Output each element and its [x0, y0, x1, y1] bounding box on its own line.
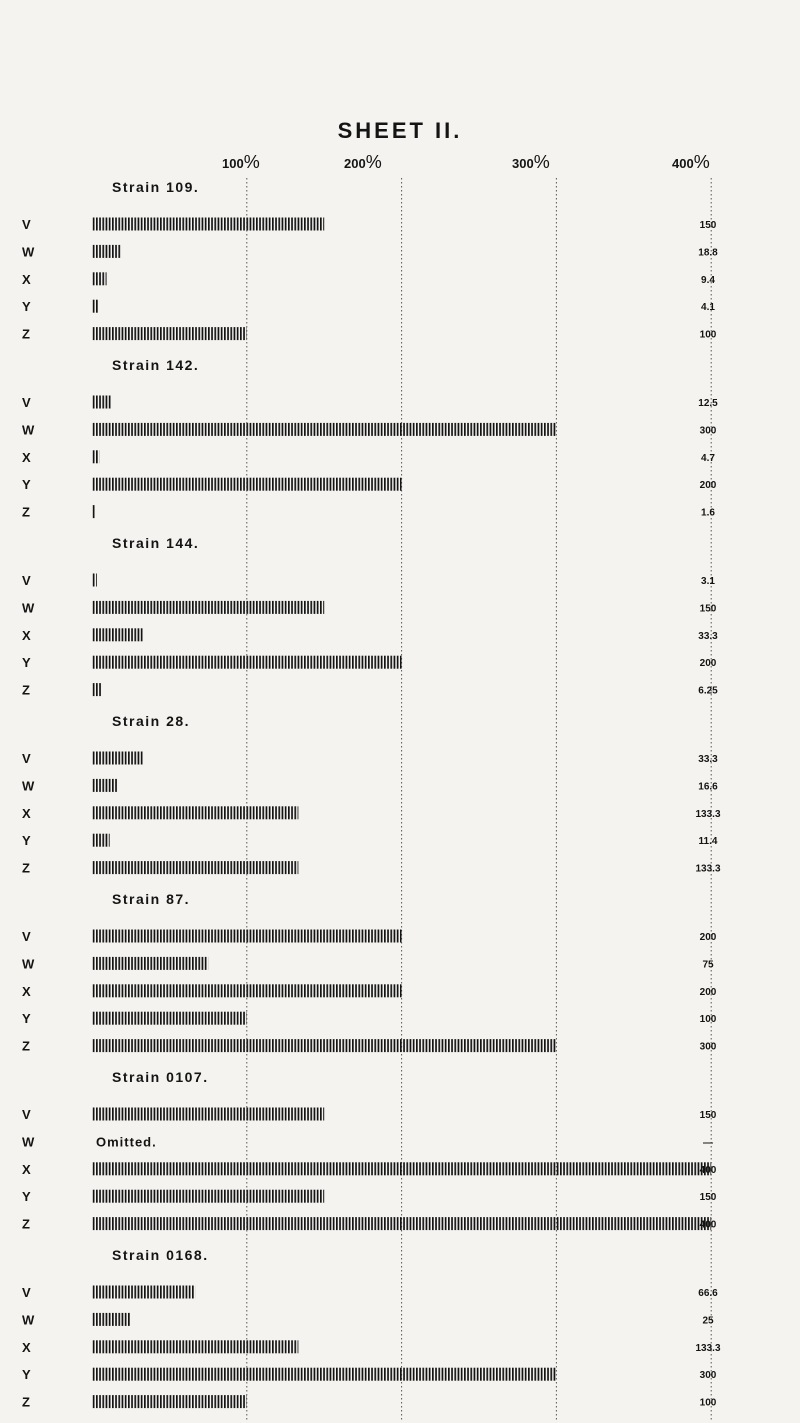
row-label-4-4: Z [22, 1038, 30, 1054]
bar-6-2 [92, 1340, 298, 1353]
row-label-1-0: V [22, 395, 31, 410]
strain-heading-1: Strain 142. [112, 357, 200, 373]
value-label-4-2: 200 [699, 986, 717, 998]
scale-label-200-value: 200 [344, 156, 366, 171]
row-label-3-4: Z [22, 860, 30, 876]
strain-heading-3: Strain 28. [112, 713, 191, 729]
value-label-1-4: 1.6 [701, 507, 715, 519]
value-label-3-4: 133.3 [695, 863, 721, 875]
row-label-6-2: X [22, 1339, 31, 1355]
bar-0-2 [92, 272, 107, 285]
bar-6-0 [92, 1286, 195, 1299]
row-label-2-4: Z [22, 682, 30, 698]
bar-0-3 [92, 300, 98, 313]
row-label-4-0: V [22, 929, 31, 944]
row-label-4-3: Y [22, 1011, 31, 1027]
bar-2-2 [92, 628, 144, 641]
strain-heading-5: Strain 0107. [112, 1069, 209, 1085]
row-label-2-2: X [22, 627, 31, 643]
value-label-3-1: 16.6 [698, 781, 718, 793]
bar-0-1 [92, 245, 121, 258]
bar-5-0 [92, 1108, 324, 1121]
row-label-3-2: X [22, 805, 31, 821]
bar-1-0 [92, 396, 111, 409]
scale-label-400-value: 400 [672, 156, 694, 171]
bar-5-4 [92, 1217, 711, 1230]
bar-0-4 [92, 327, 247, 340]
bar-0-0 [92, 218, 324, 231]
bar-5-3 [92, 1190, 324, 1203]
scale-label-400-unit: % [693, 152, 710, 172]
row-label-1-3: Y [22, 477, 31, 493]
bar-6-1 [92, 1313, 131, 1326]
value-label-0-4: 100 [699, 329, 717, 341]
row-label-5-0: V [22, 1107, 31, 1122]
bar-3-3 [92, 834, 110, 847]
scale-label-300-unit: % [533, 152, 550, 172]
omitted-note-5-1: Omitted. [96, 1134, 157, 1150]
value-label-2-0: 3.1 [701, 576, 715, 587]
value-label-2-1: 150 [699, 603, 717, 615]
row-label-3-1: W [22, 778, 35, 794]
value-label-4-0: 200 [699, 932, 717, 943]
bar-3-2 [92, 806, 298, 819]
bar-2-1 [92, 601, 324, 614]
bar-1-3 [92, 478, 402, 491]
value-label-3-0: 33.3 [698, 754, 718, 765]
row-label-0-1: W [22, 244, 35, 260]
row-label-2-1: W [22, 600, 35, 616]
page-title: SHEET II. [337, 118, 463, 143]
strain-heading-4: Strain 87. [112, 891, 191, 907]
strain-heading-0: Strain 109. [112, 179, 200, 195]
value-label-2-3: 200 [699, 658, 717, 670]
row-label-1-1: W [22, 422, 35, 438]
value-label-2-4: 6.25 [698, 685, 718, 697]
bar-4-3 [92, 1012, 247, 1025]
value-label-6-1: 25 [702, 1315, 714, 1327]
value-label-1-1: 300 [699, 425, 717, 437]
bar-3-1 [92, 779, 118, 792]
row-label-5-3: Y [22, 1189, 31, 1205]
row-label-0-3: Y [22, 299, 31, 315]
value-label-5-3: 150 [699, 1192, 717, 1204]
row-label-4-2: X [22, 983, 31, 999]
bar-3-0 [92, 752, 144, 765]
bar-4-2 [92, 984, 402, 997]
row-label-0-2: X [22, 271, 31, 287]
value-label-4-3: 100 [699, 1014, 717, 1026]
value-label-5-1: — [703, 1137, 713, 1149]
row-label-2-0: V [22, 573, 31, 588]
value-label-6-0: 66.6 [698, 1288, 718, 1299]
scale-label-100-value: 100 [222, 156, 244, 171]
bar-1-4 [92, 505, 95, 518]
bar-4-4 [92, 1039, 556, 1052]
bar-5-2 [92, 1162, 711, 1175]
value-label-4-4: 300 [699, 1041, 717, 1053]
value-label-6-2: 133.3 [695, 1342, 721, 1354]
scale-label-100-unit: % [243, 152, 260, 172]
value-label-1-0: 12.5 [698, 398, 718, 409]
value-label-5-2: 400 [699, 1164, 717, 1176]
bar-3-4 [92, 861, 298, 874]
row-label-2-3: Y [22, 655, 31, 671]
row-label-3-3: Y [22, 833, 31, 849]
value-label-0-2: 9.4 [701, 274, 715, 286]
row-label-3-0: V [22, 751, 31, 766]
bar-6-3 [92, 1368, 556, 1381]
row-label-1-2: X [22, 449, 31, 465]
row-label-6-1: W [22, 1312, 35, 1328]
bar-2-4 [92, 683, 102, 696]
value-label-1-2: 4.7 [701, 452, 715, 464]
value-label-5-4: 400 [699, 1219, 717, 1231]
row-label-5-2: X [22, 1161, 31, 1177]
value-label-6-3: 300 [699, 1370, 717, 1382]
value-label-5-0: 150 [699, 1110, 717, 1121]
value-label-3-2: 133.3 [695, 808, 721, 820]
bar-1-1 [92, 423, 556, 436]
scale-label-300-value: 300 [512, 156, 534, 171]
strain-heading-2: Strain 144. [112, 535, 200, 551]
value-label-3-3: 11.4 [698, 836, 718, 848]
value-label-6-4: 100 [699, 1397, 717, 1409]
value-label-0-3: 4.1 [701, 302, 715, 314]
row-label-1-4: Z [22, 504, 30, 520]
row-label-6-0: V [22, 1285, 31, 1300]
row-label-4-1: W [22, 956, 35, 972]
bar-2-3 [92, 656, 402, 669]
row-label-6-4: Z [22, 1394, 30, 1410]
bar-2-0 [92, 574, 97, 587]
strain-heading-6: Strain 0168. [112, 1247, 209, 1263]
row-label-0-0: V [22, 217, 31, 232]
row-label-5-4: Z [22, 1216, 30, 1232]
value-label-0-1: 18.8 [698, 247, 718, 259]
value-label-4-1: 75 [702, 959, 714, 971]
bar-4-0 [92, 930, 402, 943]
bar-4-1 [92, 957, 208, 970]
value-label-2-2: 33.3 [698, 630, 718, 642]
row-label-6-3: Y [22, 1367, 31, 1383]
value-label-0-0: 150 [699, 220, 717, 231]
bar-1-2 [92, 450, 99, 463]
row-label-0-4: Z [22, 326, 30, 342]
value-label-1-3: 200 [699, 480, 717, 492]
scale-label-200-unit: % [365, 152, 382, 172]
bar-6-4 [92, 1395, 247, 1408]
row-label-5-1: W [22, 1134, 35, 1150]
